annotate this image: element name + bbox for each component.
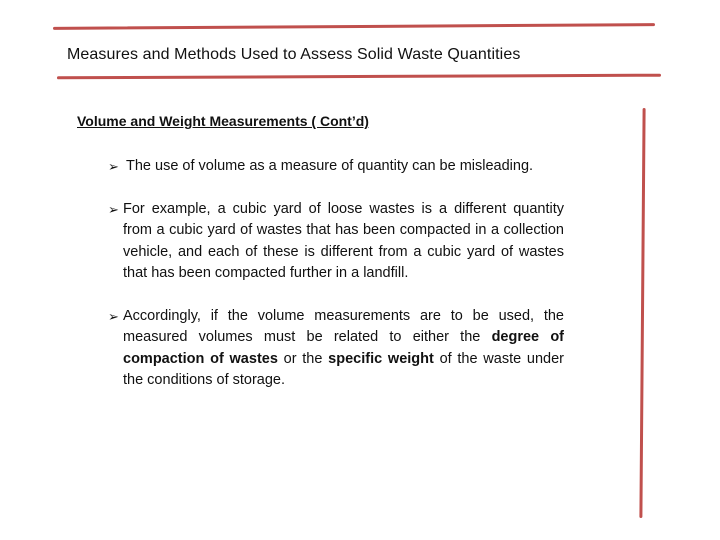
bullet-list — [108, 156, 564, 413]
bullet-text-part: or the — [277, 350, 329, 367]
bullet-text — [123, 308, 564, 389]
section-subtitle: Volume and Weight Measurements ( Cont’d) — [77, 113, 369, 129]
slide-title: Measures and Methods Used to Assess Solid Waste Quantities — [67, 46, 521, 63]
right-vertical-rule — [639, 108, 645, 518]
bullet-text-part: of the waste under the conditions of storage. — [123, 350, 564, 388]
bullet-item — [108, 199, 564, 285]
bold-term: degree of compaction of wastes — [123, 329, 565, 367]
bullet-item — [108, 306, 564, 392]
top-rule — [53, 23, 655, 30]
arrow-bullet-icon: ➢ — [108, 159, 119, 174]
arrow-bullet-icon: ➢ — [108, 308, 119, 324]
bullet-text: The use of volume as a measure of quantity can be misleading. — [126, 158, 534, 174]
title-underline-rule — [57, 74, 661, 80]
arrow-bullet-icon: ➢ — [108, 201, 119, 217]
bullet-item — [108, 156, 564, 178]
bold-term: specific weight — [328, 350, 434, 367]
bullet-text: For example, a cubic yard of loose wastes is a different quantity from a cubic yard of wastes that has been compacted in a collection vehicle, and each of these is different from a cubic yard of wastes that has been compacted further in a landfill. — [123, 200, 564, 281]
bullet-text-part: Accordingly, if the volume measurements are to be used, the measured volumes must be related to either the — [123, 307, 564, 345]
